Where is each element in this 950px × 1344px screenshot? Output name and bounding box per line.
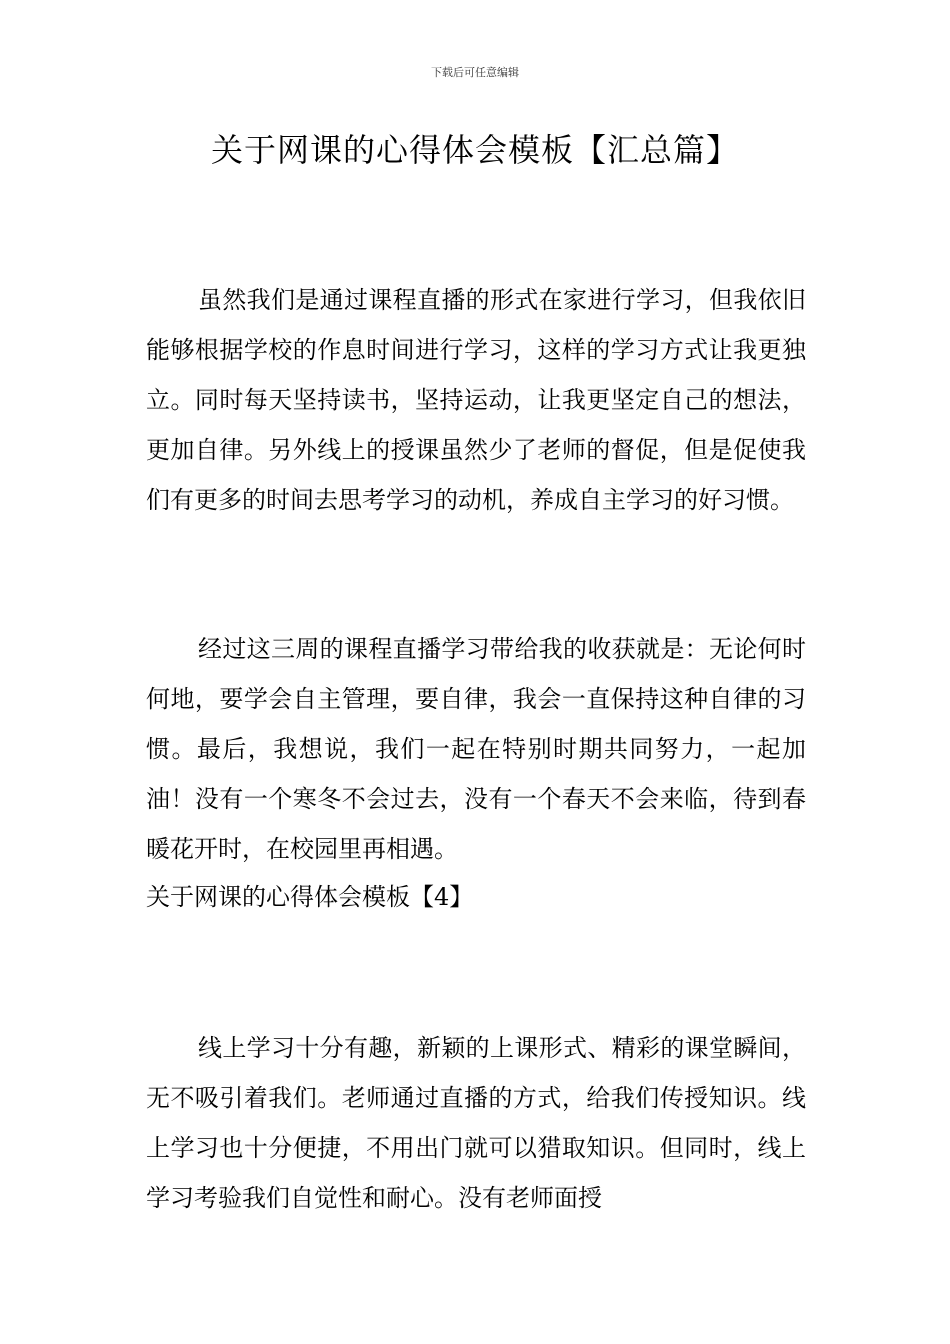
header-note: 下载后可任意编辑 xyxy=(431,66,519,79)
paragraph-1: 虽然我们是通过课程直播的形式在家进行学习，但我依旧能够根据学校的作息时间进行学习，这样的学习方式让我更独立。同时每天坚持读书，坚持运动，让我更坚定自己的想法，更加自律。另外线上的授课虽然少了老师的督促，但是促使我们有更多的时间去思考学习的动机，养成自主学习的好习惯。 xyxy=(146,286,806,514)
document-title: 关于网课的心得体会模板【汇总篇】 xyxy=(210,131,739,169)
paragraph-2: 经过这三周的课程直播学习带给我的收获就是：无论何时何地，要学会自主管理，要自律，我会一直保持这种自律的习惯。最后，我想说，我们一起在特别时期共同努力，一起加油！没有一个寒冬不会过去，没有一个春天不会来临，待到春暖花开时，在校园里再相遇。 xyxy=(146,635,806,863)
paragraph-3: 线上学习十分有趣，新颖的上课形式、精彩的课堂瞬间，无不吸引着我们。老师通过直播的方式，给我们传授知识。线上学习也十分便捷，不用出门就可以猎取知识。但同时，线上学习考验我们自觉性和耐心。没有老师面授 xyxy=(146,1034,806,1212)
section-subheading: 关于网课的心得体会模板【4】 xyxy=(146,883,474,911)
